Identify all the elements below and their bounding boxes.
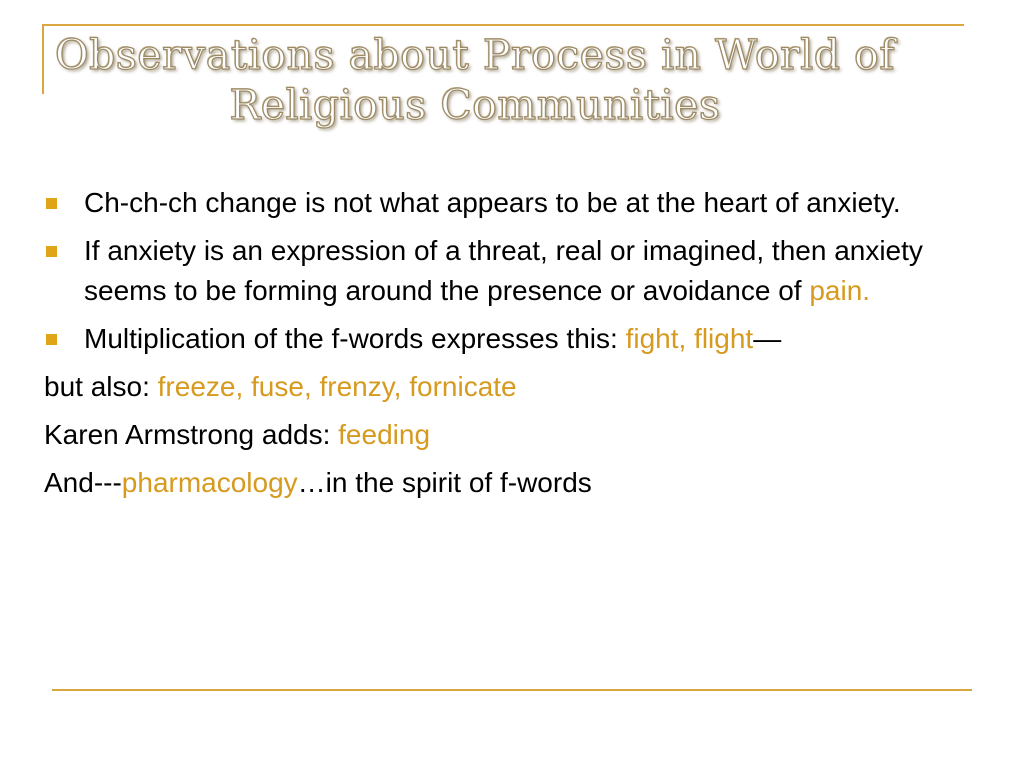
bullet-text: Ch-ch-ch change is not what appears to be at the heart of anxiety.	[84, 187, 901, 218]
text-line-3	[44, 463, 924, 503]
line-text: but also:	[44, 371, 158, 402]
line-highlight: pharmacology	[121, 467, 298, 498]
square-bullet-icon	[46, 198, 57, 209]
square-bullet-icon	[46, 334, 57, 345]
top-decorative-rule	[42, 24, 964, 26]
bullet-highlight: fight, flight	[625, 323, 754, 354]
line-text: Karen Armstrong adds:	[44, 419, 339, 450]
bullet-item-3	[44, 319, 924, 359]
bullet-text: Multiplication of the f-words expresses this:	[84, 323, 626, 354]
bottom-decorative-rule	[52, 689, 972, 691]
bullet-highlight: pain.	[809, 275, 871, 306]
bullet-suffix: —	[753, 323, 782, 354]
square-bullet-icon	[46, 246, 57, 257]
line-highlight: feeding	[338, 419, 431, 450]
slide-title	[20, 30, 930, 130]
slide-body	[44, 183, 924, 511]
bullet-text: If anxiety is an expression of a threat, real or imagined, then anxiety seems to be forming around the presence or avoidance of	[84, 235, 923, 306]
line-suffix: …in the spirit of f-words	[297, 467, 592, 498]
line-highlight: freeze, fuse, frenzy, fornicate	[157, 371, 517, 402]
slide-title-line-2: Religious Communities	[229, 81, 721, 129]
bullet-item-2	[44, 231, 924, 311]
text-line-1	[44, 367, 924, 407]
slide-title-line-1: Observations about Process in World of	[54, 31, 896, 79]
text-line-2	[44, 415, 924, 455]
line-text: And---	[44, 467, 122, 498]
bullet-item-1	[44, 183, 924, 223]
